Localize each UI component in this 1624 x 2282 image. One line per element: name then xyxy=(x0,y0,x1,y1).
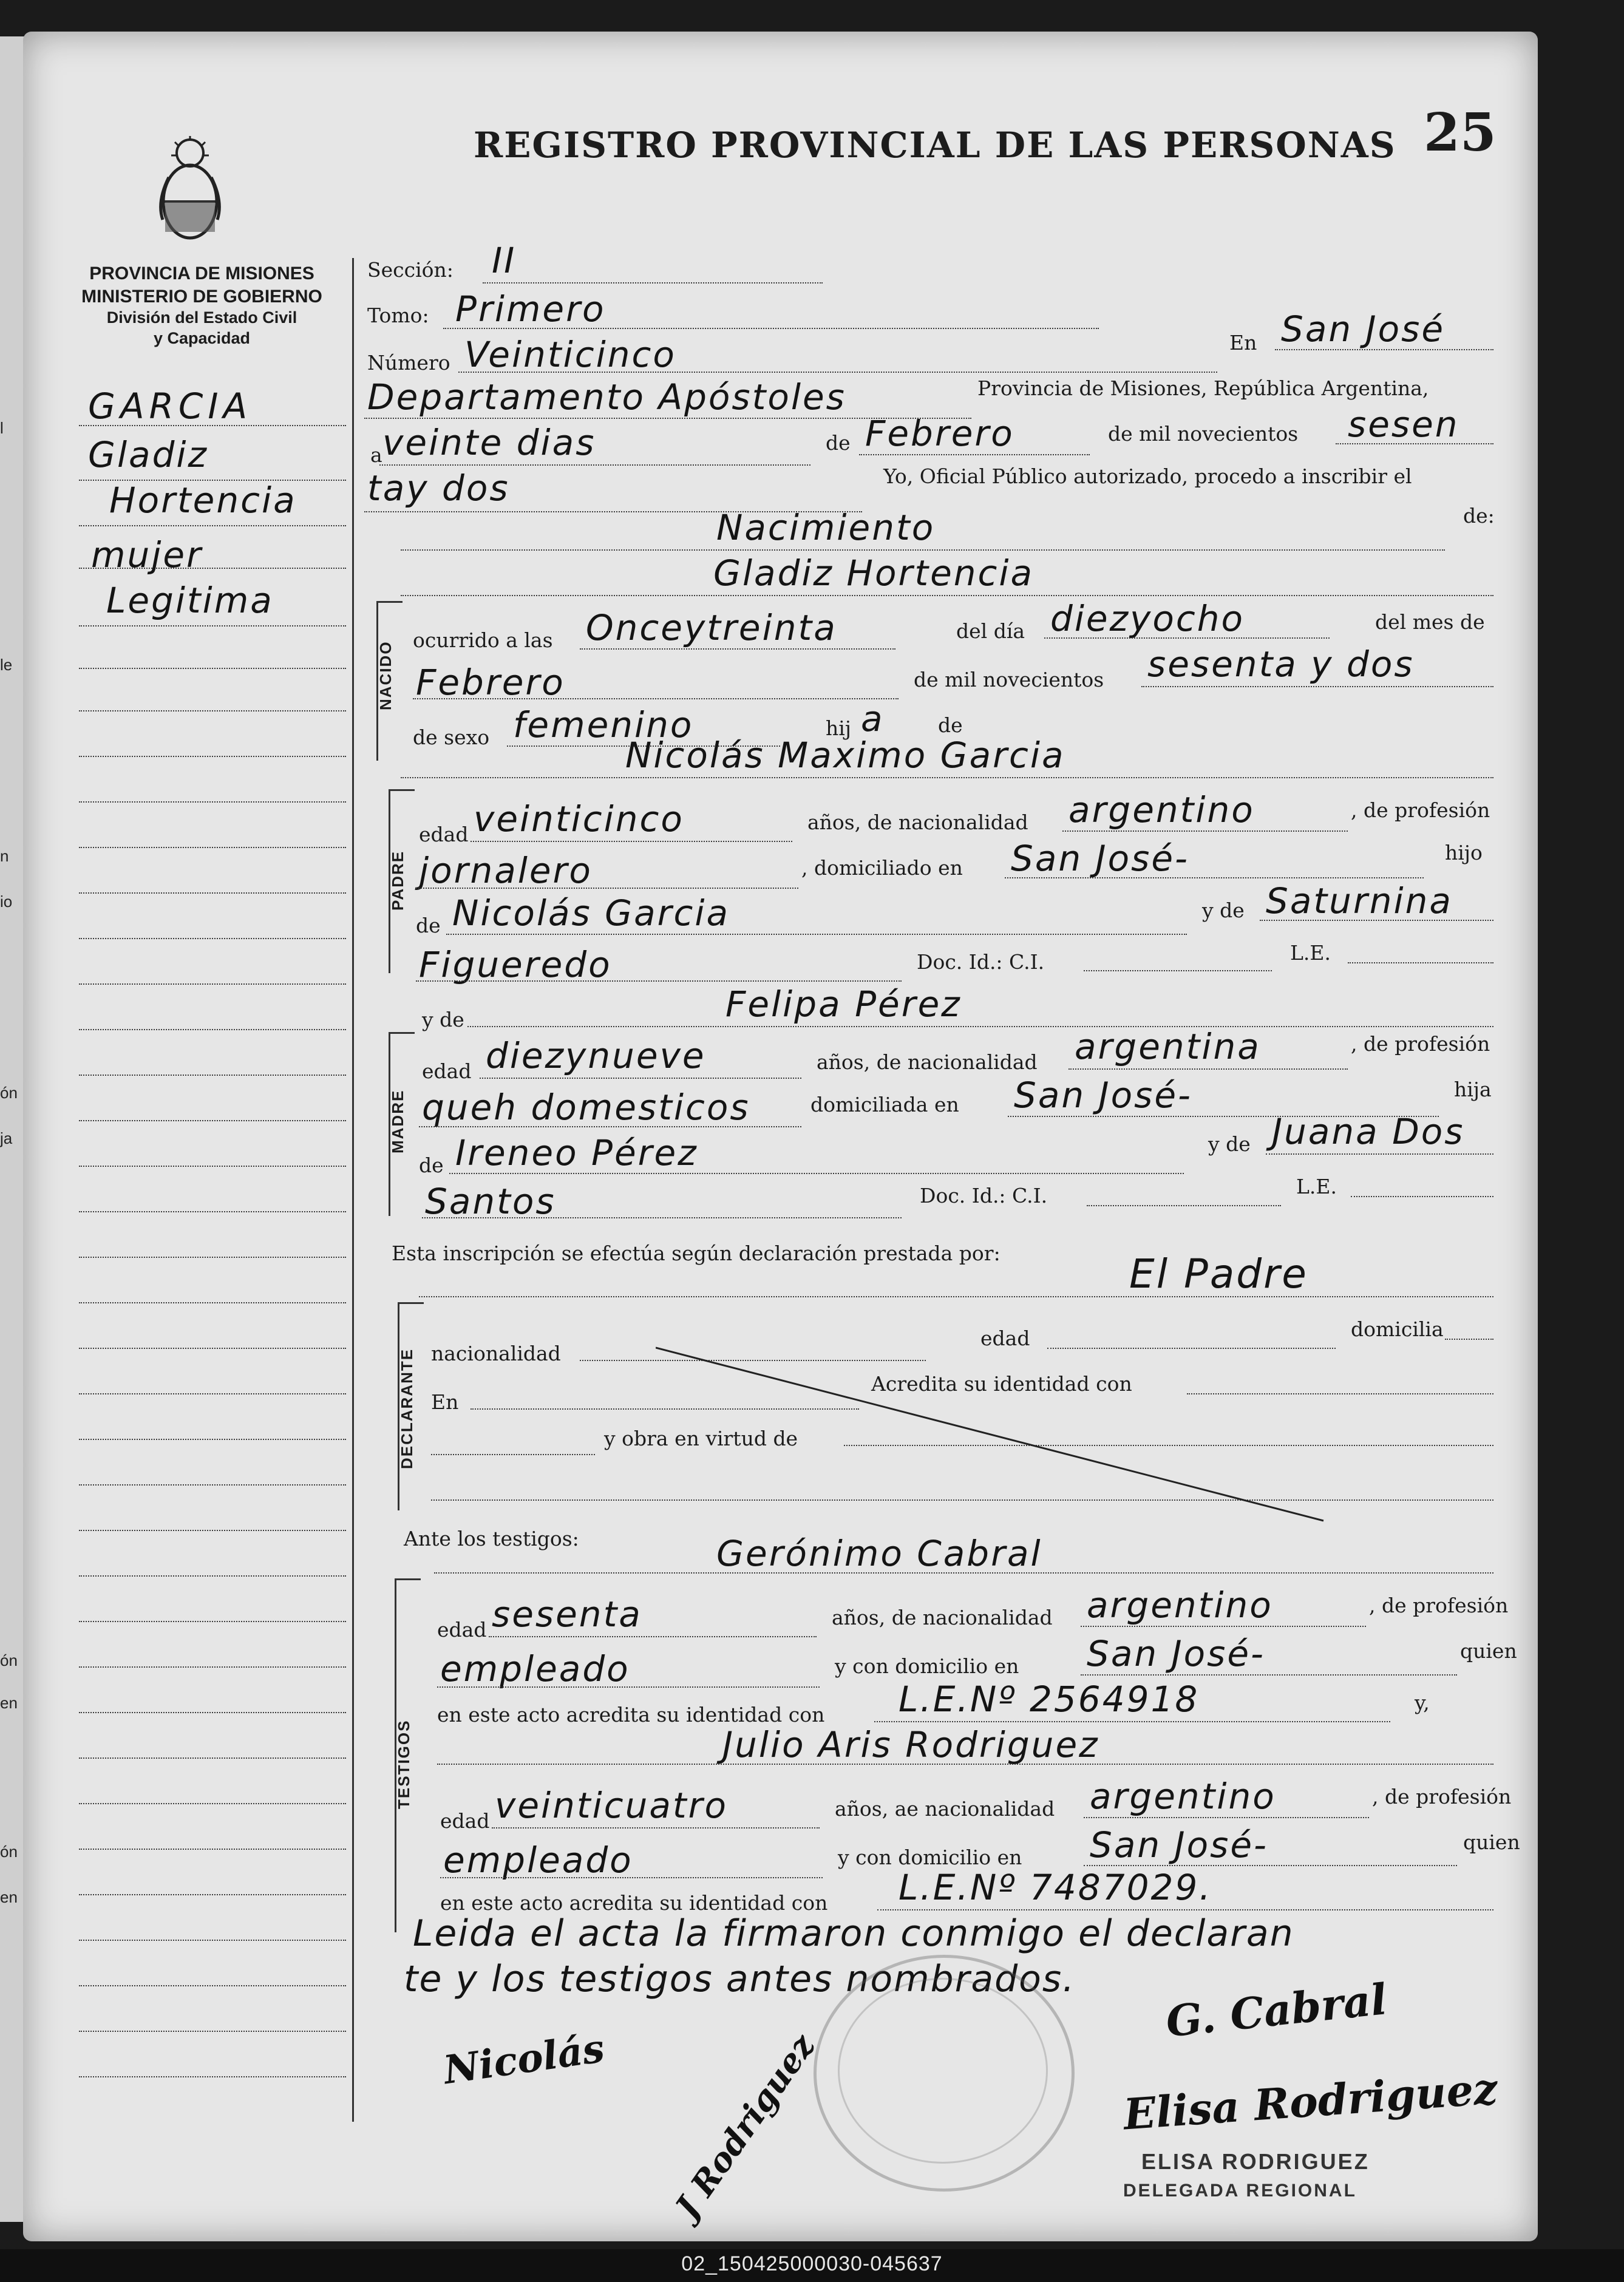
margin-line xyxy=(79,710,346,711)
label-madre-domicilio: domiciliada en xyxy=(810,1093,959,1116)
margin-line xyxy=(79,1075,346,1076)
fill-line xyxy=(434,1572,1493,1574)
label-declarante-en: En xyxy=(431,1390,459,1414)
field-padre-profesion: jornalero xyxy=(419,850,593,891)
fill-line xyxy=(1087,1205,1281,1206)
signature-testigo-1: G. Cabral xyxy=(1163,1974,1390,2047)
label-a: a xyxy=(370,443,382,467)
label-madre-nac: años, de nacionalidad xyxy=(817,1050,1038,1074)
officer-printed-name: ELISA RODRIGUEZ xyxy=(1141,2149,1370,2174)
field-t1-edad: sesenta xyxy=(492,1594,642,1635)
margin-line xyxy=(79,1985,346,1986)
label-t2-domicilio: y con domicilio en xyxy=(838,1846,1022,1869)
fill-line xyxy=(1445,1339,1493,1340)
label-del-mes: del mes de xyxy=(1375,610,1485,634)
fill-line xyxy=(1348,962,1493,963)
edge-text-7: ón xyxy=(0,1651,18,1669)
field-dia-inscripcion: veinte dias xyxy=(382,422,596,463)
edge-text-4: io xyxy=(0,892,13,911)
label-hij: hij xyxy=(826,716,852,740)
field-padre-nac: argentino xyxy=(1069,789,1255,830)
field-padre-y-de-2: Figueredo xyxy=(419,944,612,985)
label-yo-oficial: Yo, Oficial Público autorizado, procedo a inscribir el xyxy=(883,464,1412,488)
margin-line xyxy=(79,668,346,669)
edge-text-3: n xyxy=(0,847,9,865)
label-t2-acredita: en este acto acredita su identidad con xyxy=(440,1891,828,1915)
closing-line-1: Leida el acta la firmaron conmigo el declaran xyxy=(413,1912,1294,1955)
field-padre-hijo-de: Nicolás Garcia xyxy=(452,892,730,934)
fill-line xyxy=(1351,1196,1493,1197)
margin-line xyxy=(79,938,346,939)
coat-of-arms-emblem xyxy=(157,135,223,250)
edge-text-10: en xyxy=(0,1888,18,1906)
label-padre-doc-id: Doc. Id.: C.I. xyxy=(917,950,1045,974)
margin-line xyxy=(79,1894,346,1895)
label-madre-le: L.E. xyxy=(1296,1175,1337,1198)
label-padre-domicilio: , domiciliado en xyxy=(801,856,963,880)
closing-line-2: te y los testigos antes nombrados. xyxy=(404,1958,1076,2000)
fill-line xyxy=(1260,920,1493,921)
fill-line xyxy=(1069,1068,1348,1070)
margin-line xyxy=(79,625,346,627)
field-t1-id: L.E.Nº 2564918 xyxy=(899,1679,1200,1720)
fill-line xyxy=(1275,349,1493,350)
label-de-mil: de mil novecientos xyxy=(1108,422,1299,446)
margin-sex: mujer xyxy=(91,534,203,576)
label-t2-nac: años, ae nacionalidad xyxy=(835,1797,1055,1821)
fill-line xyxy=(1081,1674,1457,1676)
fill-line xyxy=(401,777,1493,778)
fill-line xyxy=(437,1686,820,1688)
fill-line xyxy=(401,595,1493,596)
fill-line xyxy=(483,282,823,284)
field-t2-edad: veinticuatro xyxy=(495,1785,728,1826)
ministry-line-ministry: MINISTERIO DE GOBIERNO xyxy=(81,286,322,307)
official-seal-inner-ring xyxy=(838,1978,1048,2164)
label-t2-profesion: , de profesión xyxy=(1372,1785,1512,1808)
edge-text-6: ja xyxy=(0,1129,13,1147)
field-madre-nac: argentina xyxy=(1075,1026,1261,1067)
field-madre-profesion: queh domesticos xyxy=(422,1087,750,1128)
field-numero: Veinticinco xyxy=(464,334,676,375)
fill-line xyxy=(1266,1153,1493,1155)
field-acto: Nacimiento xyxy=(716,507,936,548)
edge-text-1: l xyxy=(0,419,4,437)
field-t1-domicilio: San José- xyxy=(1087,1633,1265,1674)
margin-line xyxy=(79,1120,346,1121)
margin-line xyxy=(79,847,346,848)
margin-first-name: Gladiz xyxy=(88,434,208,475)
label-declarante-edad: edad xyxy=(980,1326,1030,1350)
field-padre-domicilio: San José- xyxy=(1011,838,1189,879)
ministry-line-division: División del Estado Civil xyxy=(106,308,297,327)
signature-oficial: Elisa Rodriguez xyxy=(1121,2063,1500,2140)
field-nombre: Gladiz Hortencia xyxy=(713,552,1035,594)
page-title: REGISTRO PROVINCIAL DE LAS PERSONAS xyxy=(474,124,1396,166)
margin-line xyxy=(79,525,346,526)
field-testigo-2: Julio Aris Rodriguez xyxy=(722,1724,1099,1765)
field-anio-1: sesen xyxy=(1348,404,1459,445)
label-padre-le: L.E. xyxy=(1290,941,1331,965)
field-padre-nombre: Nicolás Maximo Garcia xyxy=(625,735,1065,776)
field-padre-edad: veinticinco xyxy=(474,798,684,840)
field-dia-nacimiento: diezyocho xyxy=(1050,598,1245,639)
fill-line xyxy=(580,648,895,650)
field-t2-nac: argentino xyxy=(1090,1776,1276,1817)
fill-line xyxy=(1081,1626,1366,1627)
fill-line xyxy=(877,1909,1493,1910)
page-number: 25 xyxy=(1424,102,1497,163)
label-madre-y-de: y de xyxy=(422,1008,464,1031)
fill-line xyxy=(492,1827,820,1829)
label-declarante-domicilia: domicilia xyxy=(1351,1317,1444,1341)
fill-line xyxy=(1084,970,1272,971)
margin-surname: GARCIA xyxy=(88,385,253,427)
field-testigo-1: Gerónimo Cabral xyxy=(716,1533,1042,1574)
section-label-nacido: NACIDO xyxy=(376,640,395,710)
label-declarante-nacionalidad: nacionalidad xyxy=(431,1342,561,1365)
margin-line xyxy=(79,1530,346,1531)
field-t2-id: L.E.Nº 7487029. xyxy=(899,1867,1212,1908)
field-departamento: Departamento Apóstoles xyxy=(367,376,846,418)
field-anio-nacimiento: sesenta y dos xyxy=(1147,644,1415,685)
margin-line xyxy=(79,1211,346,1212)
field-tomo: Primero xyxy=(455,288,606,330)
fill-line xyxy=(419,1126,801,1127)
margin-line xyxy=(79,1712,346,1713)
fill-line xyxy=(437,1764,1493,1765)
margin-line xyxy=(79,1575,346,1577)
field-anio-2: tay dos xyxy=(367,467,510,509)
signature-testigo-2: J Rodriguez xyxy=(667,2026,823,2226)
field-mes-nacimiento: Febrero xyxy=(416,662,565,703)
label-padre-hijo-de: de xyxy=(416,914,441,937)
margin-line xyxy=(79,1439,346,1440)
label-provincia: Provincia de Misiones, República Argentina, xyxy=(977,376,1429,400)
fill-line xyxy=(1005,877,1424,878)
label-de-mil-2: de mil novecientos xyxy=(914,668,1104,691)
field-t2-profesion: empleado xyxy=(443,1839,633,1881)
fill-line xyxy=(440,1877,823,1878)
ministry-line-province: PROVINCIA DE MISIONES xyxy=(89,263,314,284)
fill-line xyxy=(449,1173,1184,1174)
fill-line xyxy=(419,1296,1493,1297)
fill-line xyxy=(489,1636,817,1637)
margin-line xyxy=(79,892,346,894)
fill-line xyxy=(413,698,899,699)
field-hora: Onceytreinta xyxy=(586,607,837,648)
margin-line xyxy=(79,1029,346,1030)
declarante-strike-line xyxy=(656,1345,1336,1527)
field-madre-edad: diezynueve xyxy=(486,1035,706,1076)
label-en: En xyxy=(1229,331,1257,355)
label-t1-nac: años, de nacionalidad xyxy=(832,1606,1053,1629)
edge-text-5: ón xyxy=(0,1084,18,1102)
ministry-header xyxy=(67,262,337,349)
margin-line xyxy=(79,1940,346,1941)
label-esta-inscripcion: Esta inscripción se efectúa según declaración prestada por: xyxy=(392,1241,1001,1265)
fill-line xyxy=(431,1454,595,1455)
field-padre-y-de: Saturnina xyxy=(1266,880,1453,922)
label-padre-hijo: hijo xyxy=(1445,841,1483,864)
margin-line xyxy=(79,1166,346,1167)
fill-line xyxy=(874,1721,1390,1722)
fill-line xyxy=(1141,686,1493,687)
margin-line xyxy=(79,1621,346,1622)
field-t1-profesion: empleado xyxy=(440,1648,630,1689)
label-numero: Número xyxy=(367,351,450,375)
label-t1-quien: quien xyxy=(1460,1639,1517,1663)
field-sexo: femenino xyxy=(513,704,694,745)
label-t1-y: y, xyxy=(1415,1691,1430,1714)
label-t1-domicilio: y con domicilio en xyxy=(835,1654,1019,1678)
label-de: de xyxy=(826,431,851,455)
label-madre-hija-de: de xyxy=(419,1153,444,1177)
margin-line xyxy=(79,1757,346,1759)
label-t1-acredita: en este acto acredita su identidad con xyxy=(437,1703,825,1727)
margin-divider xyxy=(352,258,354,2122)
margin-line xyxy=(79,1393,346,1394)
fill-line xyxy=(443,328,1099,329)
signature-declarante: Nicolás xyxy=(441,2025,608,2094)
ministry-line-capacity: y Capacidad xyxy=(153,328,251,347)
label-seccion: Sección: xyxy=(367,258,454,282)
label-padre-profesion: , de profesión xyxy=(1351,798,1490,822)
margin-line xyxy=(79,801,346,803)
section-label-testigos: TESTIGOS xyxy=(395,1719,413,1809)
fill-line xyxy=(458,372,1217,373)
label-declarante-acredita: Acredita su identidad con xyxy=(871,1372,1132,1396)
field-localidad: San José xyxy=(1281,308,1446,350)
label-madre-profesion: , de profesión xyxy=(1351,1032,1490,1056)
label-t2-quien: quien xyxy=(1463,1830,1520,1854)
edge-text-8: en xyxy=(0,1694,18,1712)
margin-line xyxy=(79,1803,346,1804)
field-seccion: II xyxy=(492,240,517,281)
officer-printed-role: DELEGADA REGIONAL xyxy=(1123,2181,1357,2201)
margin-line xyxy=(79,2076,346,2077)
fill-line xyxy=(416,888,798,889)
fill-line xyxy=(416,980,902,982)
fill-line xyxy=(1062,830,1348,832)
label-madre-doc-id: Doc. Id.: C.I. xyxy=(920,1184,1048,1207)
field-declarante: El Padre xyxy=(1129,1251,1308,1297)
label-del-dia: del día xyxy=(956,619,1025,643)
label-padre-nac: años, de nacionalidad xyxy=(807,810,1028,834)
label-t1-edad: edad xyxy=(437,1618,487,1642)
label-t2-edad: edad xyxy=(440,1809,490,1833)
label-padre-edad: edad xyxy=(419,823,469,846)
fill-line xyxy=(467,1026,1493,1027)
field-t1-nac: argentino xyxy=(1087,1584,1273,1626)
label-tomo: Tomo: xyxy=(367,304,429,327)
fill-line xyxy=(480,1078,801,1079)
margin-line xyxy=(79,2031,346,2032)
field-madre-nombre: Felipa Pérez xyxy=(725,983,962,1025)
margin-line xyxy=(79,1849,346,1850)
field-madre-domicilio: San José- xyxy=(1014,1075,1192,1116)
fill-line xyxy=(1084,1817,1369,1818)
fill-line xyxy=(401,549,1445,551)
label-ante-testigos: Ante los testigos: xyxy=(404,1527,579,1550)
label-sexo: de sexo xyxy=(413,725,490,749)
fill-line xyxy=(422,1217,902,1218)
section-label-declarante: DECLARANTE xyxy=(398,1348,416,1469)
margin-line xyxy=(79,1302,346,1303)
label-de-colon: de: xyxy=(1463,504,1495,528)
margin-line xyxy=(79,1348,346,1349)
margin-line xyxy=(79,983,346,985)
section-label-padre: PADRE xyxy=(389,850,407,911)
margin-line xyxy=(79,1257,346,1258)
field-madre-hija-de: Ireneo Pérez xyxy=(455,1132,698,1173)
label-de-2: de xyxy=(938,713,963,737)
label-ocurrido: ocurrido a las xyxy=(413,628,553,652)
edge-text-2: le xyxy=(0,656,13,674)
fill-line xyxy=(859,454,1090,455)
label-padre-y-de: y de xyxy=(1202,898,1245,922)
field-madre-y-de: Juana Dos xyxy=(1272,1111,1465,1152)
field-t2-domicilio: San José- xyxy=(1090,1824,1268,1866)
fill-line xyxy=(471,841,792,842)
label-madre-edad: edad xyxy=(422,1059,472,1083)
label-madre-y-de-2: y de xyxy=(1208,1132,1251,1156)
margin-line xyxy=(79,1666,346,1668)
fill-line xyxy=(1084,1865,1457,1866)
margin-middle-name: Hortencia xyxy=(109,480,297,521)
label-t1-profesion: , de profesión xyxy=(1369,1594,1509,1617)
footer-file-id: 02_150425000030-045637 xyxy=(681,2252,943,2275)
label-declarante-obra: y obra en virtud de xyxy=(604,1427,798,1450)
fill-line xyxy=(379,464,810,466)
field-madre-y-de-2: Santos xyxy=(425,1181,556,1222)
field-mes-inscripcion: Febrero xyxy=(865,413,1014,454)
edge-text-9: ón xyxy=(0,1842,18,1861)
margin-line xyxy=(79,756,346,757)
fill-line xyxy=(1044,637,1330,639)
fill-line xyxy=(1336,443,1493,444)
field-hij-suffix: a xyxy=(861,698,885,739)
label-madre-hija: hija xyxy=(1454,1078,1492,1101)
margin-legitimacy: Legitima xyxy=(106,580,274,621)
section-label-madre: MADRE xyxy=(389,1089,407,1153)
margin-line xyxy=(79,1484,346,1486)
fill-line xyxy=(446,934,1187,935)
